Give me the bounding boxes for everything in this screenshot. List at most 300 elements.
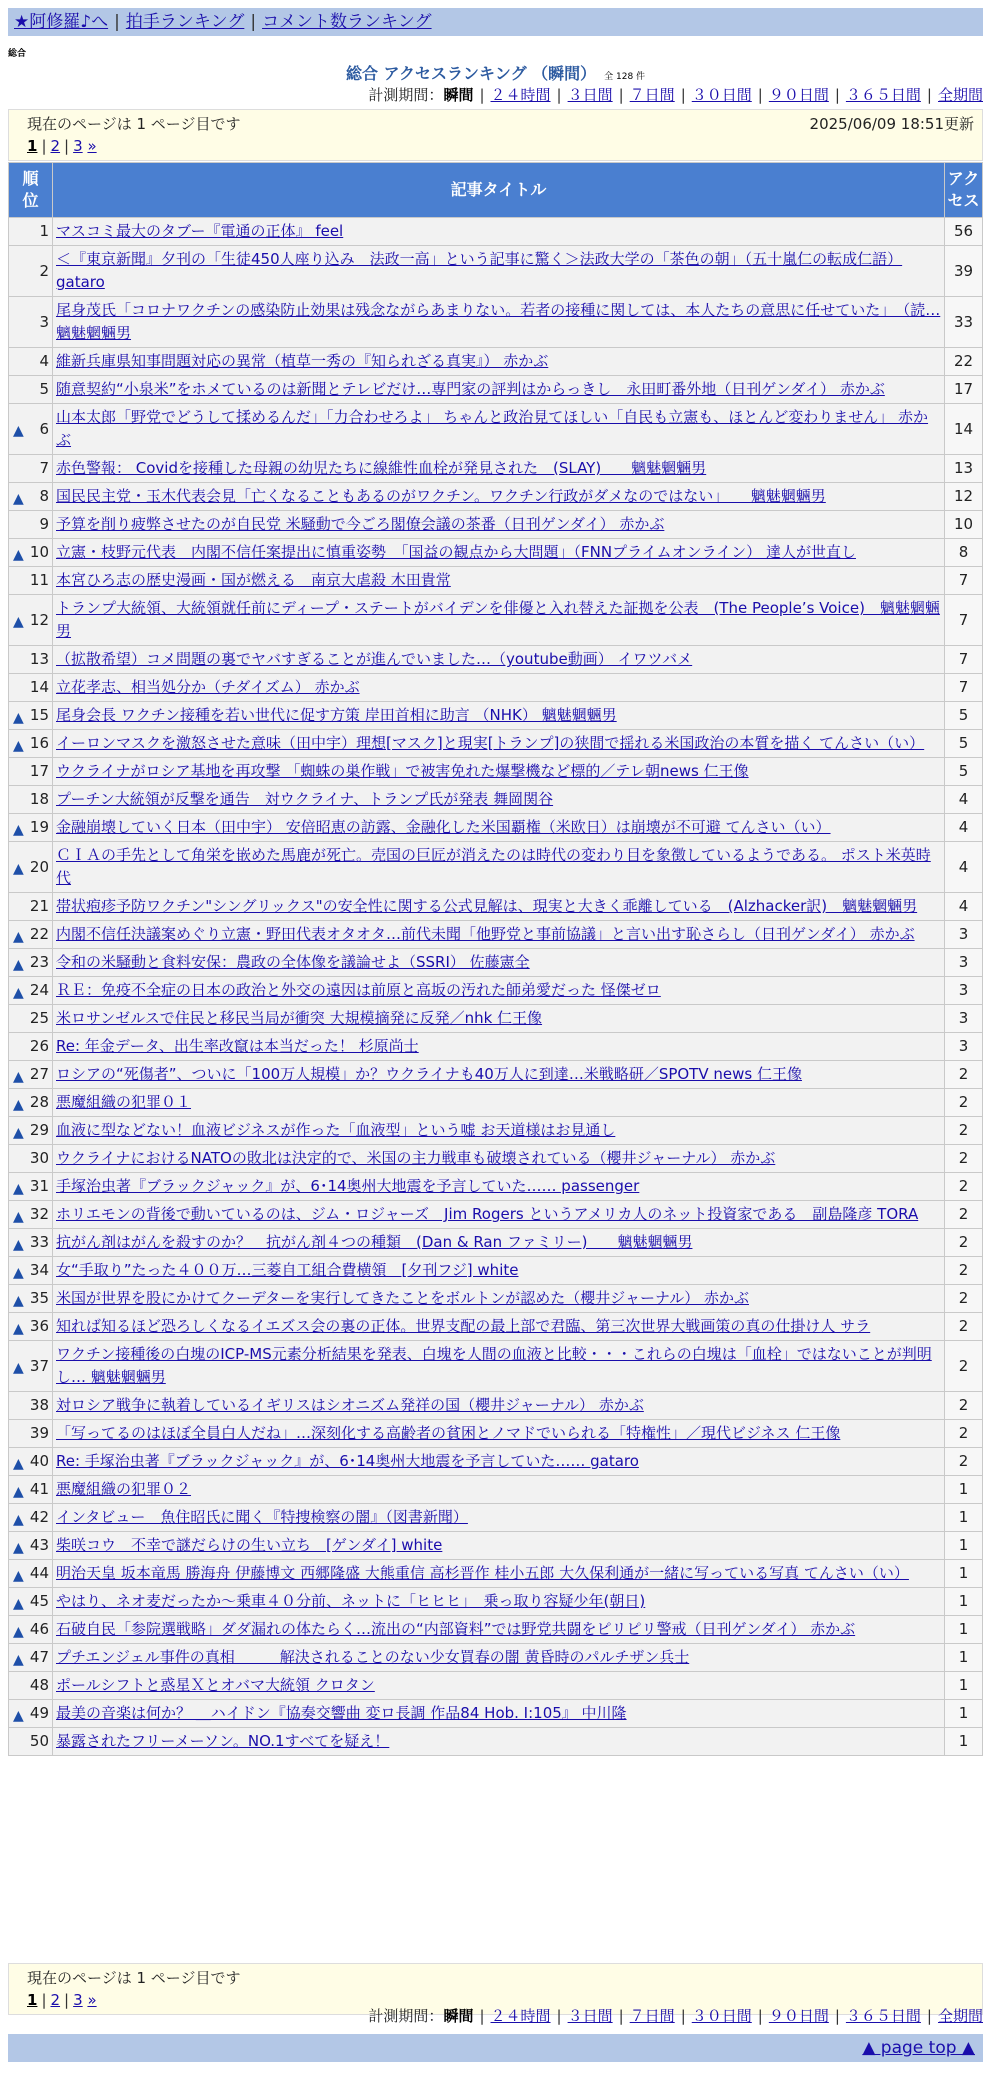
article-link[interactable]: ＲＥ：免疫不全症の日本の政治と外交の遠因は前原と高坂の汚れた師弟愛だった 怪傑ゼロ bbox=[56, 981, 661, 999]
title-cell bbox=[53, 246, 945, 297]
article-link[interactable]: 令和の米騒動と食料安保：農政の全体像を議論せよ（SSRI） 佐藤憲全 bbox=[56, 953, 530, 971]
period-link[interactable]: ２４時間 bbox=[490, 86, 551, 104]
table-row bbox=[9, 455, 983, 483]
access-count: 33 bbox=[945, 297, 983, 348]
period-link[interactable]: 全期間 bbox=[937, 2007, 983, 2025]
rank-number: 7 bbox=[39, 459, 49, 477]
title-column-header: 記事タイトル bbox=[53, 163, 945, 218]
rank-number: 5 bbox=[39, 380, 49, 398]
table-row bbox=[9, 1033, 983, 1061]
rank-cell bbox=[9, 376, 53, 404]
title-cell bbox=[53, 730, 945, 758]
rank-number: 46 bbox=[29, 1620, 49, 1638]
rank-number: 40 bbox=[29, 1452, 49, 1470]
access-count: 2 bbox=[945, 1201, 983, 1229]
article-link[interactable]: 帯状疱疹予防ワクチン"シングリックス"の安全性に関する公式見解は、現実と大きく乖離している (Alzhacker訳) 魑魅魍魎男 bbox=[56, 897, 918, 915]
rank-up-icon: ▲ bbox=[13, 1208, 24, 1225]
rank-cell bbox=[9, 297, 53, 348]
article-link[interactable]: 血液に型などない！血液ビジネスが作った「血液型」という嘘 お天道様はお見通し bbox=[56, 1121, 616, 1139]
article-link[interactable]: ＜『東京新聞』夕刊の「生徒450人座り込み 法政一高」という記事に驚く＞法政大学の「茶色の朝」（五十嵐仁の転成仁語） gataro bbox=[56, 250, 903, 291]
rank-up-icon: ▲ bbox=[13, 1595, 24, 1612]
article-link[interactable]: 立花孝志、相当処分か（チダイズム） 赤かぶ bbox=[56, 678, 360, 696]
access-count: 4 bbox=[945, 842, 983, 893]
rank-cell bbox=[9, 1313, 53, 1341]
rank-cell bbox=[9, 702, 53, 730]
article-link[interactable]: 石破自民「参院選戦略」ダダ漏れの体たらく…流出の“内部資料”では野党共闘をピリピリ警戒（日刊ゲンダイ） 赤かぶ bbox=[56, 1620, 856, 1638]
rank-up-icon: ▲ bbox=[13, 1483, 24, 1500]
table-row bbox=[9, 1700, 983, 1728]
access-count: 2 bbox=[945, 1257, 983, 1285]
access-count: 7 bbox=[945, 646, 983, 674]
article-link[interactable]: 尾身会長 ワクチン接種を若い世代に促す方策 岸田首相に助言 （NHK） 魑魅魍魎男 bbox=[56, 706, 617, 724]
article-link[interactable]: 「写ってるのはほぼ全員白人だね」…深刻化する高齢者の貧困とノマドでいられる「特権性」／現代ビジネス 仁王像 bbox=[56, 1424, 841, 1442]
access-count: 8 bbox=[945, 539, 983, 567]
access-count: 2 bbox=[945, 1285, 983, 1313]
article-link[interactable]: 米ロサンゼルスで住民と移民当局が衝突 大規模摘発に反発／nhk 仁王像 bbox=[56, 1009, 543, 1027]
title-cell bbox=[53, 1616, 945, 1644]
current-page-text: 現在のページは 1 ページ目です bbox=[27, 115, 241, 133]
separator: | bbox=[834, 86, 840, 104]
rank-cell bbox=[9, 1173, 53, 1201]
rank-number: 17 bbox=[29, 762, 49, 780]
rank-cell bbox=[9, 814, 53, 842]
clap-ranking-link[interactable]: 拍手ランキング bbox=[125, 12, 245, 32]
rank-number: 32 bbox=[29, 1205, 49, 1223]
article-link[interactable]: 米国が世界を股にかけてクーデターを実行してきたことをボルトンが認めた（櫻井ジャーナル） 赤かぶ bbox=[56, 1289, 749, 1307]
rank-number: 42 bbox=[29, 1508, 49, 1526]
total-count: 全 128 件 bbox=[604, 72, 646, 82]
article-link[interactable]: Re: 年金データ、出生率改竄は本当だった！ 杉原尚士 bbox=[56, 1037, 419, 1055]
table-row bbox=[9, 1420, 983, 1448]
table-row bbox=[9, 730, 983, 758]
table-row bbox=[9, 1257, 983, 1285]
article-link[interactable]: ロシアの“死傷者”、ついに「100万人規模」か？ウクライナも40万人に到達…米戦略研／SPOTV news 仁王像 bbox=[56, 1065, 802, 1083]
article-link[interactable]: 最美の音楽は何か？ ＿ハイドン『協奏交響曲 変ロ長調 作品84 Hob. I:105』 中川隆 bbox=[56, 1704, 627, 1722]
rank-up-icon: ▲ bbox=[13, 490, 24, 507]
table-row bbox=[9, 1392, 983, 1420]
title-cell bbox=[53, 1644, 945, 1672]
table-row bbox=[9, 1061, 983, 1089]
rank-cell bbox=[9, 1005, 53, 1033]
separator: | bbox=[114, 12, 120, 32]
rank-number: 1 bbox=[39, 222, 49, 240]
table-header-row bbox=[9, 163, 983, 218]
rank-cell bbox=[9, 1061, 53, 1089]
article-link[interactable]: インタビュー 魚住昭氏に聞く『特捜検察の闇』（図書新聞） bbox=[56, 1508, 468, 1526]
rank-up-icon: ▲ bbox=[13, 1236, 24, 1253]
access-count: 2 bbox=[945, 1420, 983, 1448]
article-link[interactable]: やはり、ネオ麦だったか〜乗車４０分前、ネットに「ヒヒヒ」 乗っ取り容疑少年(朝日) bbox=[56, 1592, 646, 1610]
rank-cell bbox=[9, 1392, 53, 1420]
access-count: 1 bbox=[945, 1616, 983, 1644]
rank-up-icon: ▲ bbox=[13, 1623, 24, 1640]
period-link[interactable]: ３日間 bbox=[567, 86, 613, 104]
rank-cell bbox=[9, 1285, 53, 1313]
article-link[interactable]: （拡散希望）コメ問題の裏でヤバすぎることが進んでいました…（youtube動画） イワツバメ bbox=[56, 650, 693, 668]
table-row bbox=[9, 1089, 983, 1117]
title-cell bbox=[53, 1700, 945, 1728]
separator: | bbox=[757, 86, 763, 104]
title-cell bbox=[53, 758, 945, 786]
rank-up-icon: ▲ bbox=[13, 1511, 24, 1528]
article-link[interactable]: 山本太郎「野党でどうして揉めるんだ」「力合わせろよ」 ちゃんと政治見てほしい「自民も立憲も、ほとんど変わりません」 赤かぶ bbox=[56, 408, 929, 449]
article-link[interactable]: トランプ大統領、大統領就任前にディープ・ステートがバイデンを俳優と入れ替えた証拠を公表 (The People’s Voice) 魑魅魍魎男 bbox=[56, 599, 940, 640]
rank-cell bbox=[9, 949, 53, 977]
page-link[interactable]: 3 bbox=[73, 137, 83, 155]
table-row bbox=[9, 814, 983, 842]
page-link[interactable]: 1 bbox=[27, 1991, 38, 2009]
page-link[interactable]: 2 bbox=[50, 1991, 61, 2009]
title-cell bbox=[53, 511, 945, 539]
period-selector-bottom bbox=[368, 2006, 983, 2026]
separator: | bbox=[556, 2007, 562, 2025]
rank-number: 10 bbox=[29, 543, 49, 561]
article-link[interactable]: 予算を削り疲弊させたのが自民党 米騒動で今ごろ閣僚会議の茶番（日刊ゲンダイ） 赤かぶ bbox=[56, 515, 665, 533]
article-link[interactable]: ＣＩＡの手先として角栄を嵌めた馬鹿が死亡。売国の巨匠が消えたのは時代の変わり目を象徴しているようである。 ポスト米英時代 bbox=[56, 846, 931, 887]
rank-up-icon: ▲ bbox=[13, 1068, 24, 1085]
rank-number: 49 bbox=[29, 1704, 49, 1722]
rank-cell bbox=[9, 1145, 53, 1173]
access-count: 1 bbox=[945, 1700, 983, 1728]
access-count: 2 bbox=[945, 1229, 983, 1257]
article-link[interactable]: 手塚治虫著『ブラックジャック』が、6･14奥州大地震を予言していた…… passenger bbox=[56, 1177, 640, 1195]
rank-cell bbox=[9, 1728, 53, 1756]
access-count: 56 bbox=[945, 218, 983, 246]
period-link[interactable]: ３日間 bbox=[567, 2007, 613, 2025]
rank-up-icon: ▲ bbox=[13, 1707, 24, 1724]
rank-cell bbox=[9, 786, 53, 814]
rank-cell bbox=[9, 1117, 53, 1145]
title-cell bbox=[53, 1588, 945, 1616]
rank-cell bbox=[9, 404, 53, 455]
rank-cell bbox=[9, 1033, 53, 1061]
article-link[interactable]: 柴咲コウ 不幸で謎だらけの生い立ち [ゲンダイ] white bbox=[56, 1536, 443, 1554]
rank-number: 28 bbox=[29, 1093, 49, 1111]
rank-cell bbox=[9, 595, 53, 646]
rank-up-icon: ▲ bbox=[13, 546, 24, 563]
comment-ranking-link[interactable]: コメント数ランキング bbox=[262, 12, 432, 32]
period-label: 計測期間： bbox=[368, 86, 444, 104]
rank-up-icon: ▲ bbox=[13, 614, 24, 630]
title-cell bbox=[53, 1341, 945, 1392]
separator: | bbox=[250, 12, 257, 32]
period-link[interactable]: ３０日間 bbox=[691, 2007, 752, 2025]
table-row bbox=[9, 595, 983, 646]
rank-cell bbox=[9, 921, 53, 949]
article-link[interactable]: 内閣不信任決議案めぐり立憲・野田代表オタオタ…前代未聞「他野党と事前協議」と言い出す恥さらし（日刊ゲンダイ） 赤かぶ bbox=[56, 925, 915, 943]
article-link[interactable]: ウクライナがロシア基地を再攻撃 「蜘蛛の巣作戦」で被害免れた爆撃機など標的／テレ朝news 仁王像 bbox=[56, 762, 749, 780]
table-row bbox=[9, 1448, 983, 1476]
article-link[interactable]: 随意契約“小泉米”をホメているのは新聞とテレビだけ…専門家の評判はからっきし 永田町番外地（日刊ゲンダイ） 赤かぶ bbox=[56, 380, 885, 398]
title-cell bbox=[53, 1061, 945, 1089]
table-row bbox=[9, 511, 983, 539]
rank-number: 8 bbox=[39, 487, 49, 505]
article-link[interactable]: 抗がん剤はがんを殺すのか？ 抗がん剤４つの種類 (Dan & Ran ファミリー) 魑魅魍魎男 bbox=[56, 1233, 693, 1251]
rank-number: 41 bbox=[29, 1480, 49, 1498]
access-count: 7 bbox=[945, 567, 983, 595]
access-count: 1 bbox=[945, 1532, 983, 1560]
rank-cell bbox=[9, 758, 53, 786]
article-link[interactable]: 悪魔組織の犯罪０２ bbox=[56, 1480, 192, 1498]
title-cell bbox=[53, 786, 945, 814]
title-cell bbox=[53, 977, 945, 1005]
table-row bbox=[9, 297, 983, 348]
page-links bbox=[27, 135, 964, 157]
rank-number: 37 bbox=[29, 1356, 49, 1375]
access-count: 5 bbox=[945, 702, 983, 730]
article-link[interactable]: イーロンマスクを激怒させた意味（田中宇）理想[マスク]と現実[トランプ]の狭間で揺れる米国政治の本質を描く てんさい（い） bbox=[56, 734, 925, 752]
access-count: 1 bbox=[945, 1672, 983, 1700]
period-link[interactable]: ３０日間 bbox=[691, 86, 752, 104]
next-page-link[interactable]: » bbox=[87, 1991, 97, 2009]
access-count: 1 bbox=[945, 1728, 983, 1756]
table-row bbox=[9, 1117, 983, 1145]
access-count: 3 bbox=[945, 949, 983, 977]
access-count: 3 bbox=[945, 921, 983, 949]
access-count: 4 bbox=[945, 814, 983, 842]
article-link[interactable]: ウクライナにおけるNATOの敗北は決定的で、米国の主力戦車も破壊されている（櫻井ジャーナル） 赤かぶ bbox=[56, 1149, 776, 1167]
access-count: 2 bbox=[945, 1061, 983, 1089]
rank-number: 4 bbox=[39, 352, 49, 370]
title-cell bbox=[53, 1560, 945, 1588]
title-cell bbox=[53, 842, 945, 893]
page-link[interactable]: 3 bbox=[73, 1991, 83, 2009]
article-link[interactable]: 尾身茂氏「コロナワクチンの感染防止効果は残念ながらあまりない。若者の接種に関しては、本人たちの意思に任せていた」 （読… 魑魅魍魎男 bbox=[56, 301, 941, 342]
separator: | bbox=[64, 1991, 70, 2009]
separator: | bbox=[618, 2007, 624, 2025]
rank-number: 15 bbox=[29, 706, 49, 724]
access-count: 4 bbox=[945, 786, 983, 814]
table-row bbox=[9, 246, 983, 297]
page-top-link[interactable]: ▲ page top ▲ bbox=[862, 2038, 975, 2058]
article-link[interactable]: プチエンジェル事件の真相 解決されることのない少女買春の闇 黄昏時のパルチザン兵士 bbox=[56, 1648, 690, 1666]
title-cell bbox=[53, 297, 945, 348]
title-cell bbox=[53, 1448, 945, 1476]
article-link[interactable]: ポールシフトと惑星Ｘとオバマ大統領 クロタン bbox=[56, 1676, 375, 1694]
period-link[interactable]: 全期間 bbox=[937, 86, 983, 104]
separator: | bbox=[680, 86, 686, 104]
rank-cell bbox=[9, 1504, 53, 1532]
rank-up-icon: ▲ bbox=[13, 709, 24, 726]
access-count: 2 bbox=[945, 1089, 983, 1117]
rank-up-icon: ▲ bbox=[13, 1320, 24, 1337]
table-row bbox=[9, 1201, 983, 1229]
rank-number: 21 bbox=[29, 897, 49, 915]
separator: | bbox=[41, 1991, 47, 2009]
rank-cell bbox=[9, 1089, 53, 1117]
title-cell bbox=[53, 1504, 945, 1532]
title-cell bbox=[53, 218, 945, 246]
rank-up-icon: ▲ bbox=[13, 1264, 24, 1281]
access-count: 2 bbox=[945, 1313, 983, 1341]
access-count: 2 bbox=[945, 1341, 983, 1392]
rank-up-icon: ▲ bbox=[13, 1124, 24, 1141]
access-count: 2 bbox=[945, 1392, 983, 1420]
article-link[interactable]: 赤色警報： Covidを接種した母親の幼児たちに線維性血栓が発見された (SLAY) 魑魅魍魎男 bbox=[56, 459, 707, 477]
rank-number: 47 bbox=[29, 1648, 49, 1666]
access-count: 1 bbox=[945, 1476, 983, 1504]
access-count: 39 bbox=[945, 246, 983, 297]
article-link[interactable]: Re: 手塚治虫著『ブラックジャック』が、6･14奥州大地震を予言していた…… gataro bbox=[56, 1452, 639, 1470]
rank-up-icon: ▲ bbox=[13, 821, 24, 838]
rank-number: 39 bbox=[29, 1424, 49, 1442]
rank-number: 36 bbox=[29, 1317, 49, 1335]
separator: | bbox=[41, 137, 47, 155]
rank-number: 2 bbox=[39, 261, 49, 280]
period-link[interactable]: ２４時間 bbox=[490, 2007, 551, 2025]
rank-number: 6 bbox=[39, 419, 49, 438]
rank-number: 24 bbox=[29, 981, 49, 999]
article-link[interactable]: 立憲・枝野元代表 内閣不信任案提出に慎重姿勢 「国益の観点から大問題」（FNNプライムオンライン） 達人が世直し bbox=[56, 543, 856, 561]
access-count: 5 bbox=[945, 730, 983, 758]
table-row bbox=[9, 348, 983, 376]
bottom-bar bbox=[8, 2034, 983, 2062]
article-link[interactable]: マスコミ最大のタブー『電通の正体』 feel bbox=[56, 222, 344, 240]
period-link[interactable]: ７日間 bbox=[629, 86, 675, 104]
rank-number: 14 bbox=[29, 678, 49, 696]
article-link[interactable]: 本宮ひろ志の歴史漫画・国が燃える 南京大虐殺 木田貴常 bbox=[56, 571, 451, 589]
article-link[interactable]: 国民民主党・玉木代表会見「亡くなることもあるのがワクチン。ワクチン行政がダメなのではない」 魑魅魍魎男 bbox=[56, 487, 826, 505]
table-row bbox=[9, 483, 983, 511]
table-row bbox=[9, 539, 983, 567]
period-link[interactable]: ９０日間 bbox=[768, 86, 829, 104]
table-row bbox=[9, 702, 983, 730]
table-row bbox=[9, 977, 983, 1005]
rank-number: 16 bbox=[29, 734, 49, 752]
rank-number: 34 bbox=[29, 1261, 49, 1279]
period-link[interactable]: ３６５日間 bbox=[845, 2007, 921, 2025]
home-link[interactable]: ★阿修羅♪へ bbox=[14, 12, 109, 32]
rank-cell bbox=[9, 1420, 53, 1448]
title-cell bbox=[53, 814, 945, 842]
title-cell bbox=[53, 674, 945, 702]
title-cell bbox=[53, 1033, 945, 1061]
article-link[interactable]: 女“手取り”たった４００万…三菱自工組合費横領 [夕刊フジ] white bbox=[56, 1261, 519, 1279]
table-row bbox=[9, 218, 983, 246]
table-row bbox=[9, 1341, 983, 1392]
page-link[interactable]: 2 bbox=[50, 137, 61, 155]
rank-up-icon: ▲ bbox=[13, 1292, 24, 1309]
rank-up-icon: ▲ bbox=[13, 1180, 24, 1197]
access-count: 10 bbox=[945, 511, 983, 539]
title-cell bbox=[53, 1201, 945, 1229]
title-cell bbox=[53, 921, 945, 949]
table-row bbox=[9, 758, 983, 786]
access-count: 7 bbox=[945, 595, 983, 646]
rank-cell bbox=[9, 730, 53, 758]
separator: | bbox=[926, 2007, 932, 2025]
rank-number: 9 bbox=[39, 515, 49, 533]
rank-cell bbox=[9, 455, 53, 483]
rank-number: 18 bbox=[29, 790, 49, 808]
rank-cell bbox=[9, 1644, 53, 1672]
access-count: 2 bbox=[945, 1117, 983, 1145]
rank-up-icon: ▲ bbox=[13, 423, 24, 439]
title-cell bbox=[53, 1392, 945, 1420]
title-cell bbox=[53, 376, 945, 404]
rank-cell bbox=[9, 511, 53, 539]
rank-number: 20 bbox=[29, 857, 49, 876]
article-link[interactable]: 明治天皇 坂本竜馬 勝海舟 伊藤博文 西郷隆盛 大熊重信 高杉晋作 桂小五郎 大久保利通が一緒に写っている写真 てんさい（い） bbox=[56, 1564, 909, 1582]
next-page-link[interactable]: » bbox=[87, 137, 97, 155]
access-count: 3 bbox=[945, 977, 983, 1005]
rank-cell bbox=[9, 483, 53, 511]
rank-number: 29 bbox=[29, 1121, 49, 1139]
article-link[interactable]: 暴露されたフリーメーソン。NO.1すべてを疑え！ bbox=[56, 1732, 390, 1750]
rank-cell bbox=[9, 1257, 53, 1285]
article-link[interactable]: ホリエモンの背後で動いているのは、ジム・ロジャーズ Jim Rogers というアメリカ人のネット投資家である 副島隆彦 TORA bbox=[56, 1205, 919, 1223]
title-cell bbox=[53, 1089, 945, 1117]
rank-cell bbox=[9, 1201, 53, 1229]
title-cell bbox=[53, 1313, 945, 1341]
article-link[interactable]: プーチン大統領が反撃を通告 対ウクライナ、トランプ氏が発表 舞岡関谷 bbox=[56, 790, 554, 808]
rank-cell bbox=[9, 1341, 53, 1392]
rank-number: 30 bbox=[29, 1149, 49, 1167]
period-link[interactable]: ７日間 bbox=[629, 2007, 675, 2025]
rank-number: 3 bbox=[39, 312, 49, 331]
title-cell bbox=[53, 455, 945, 483]
period-selector-top bbox=[368, 85, 983, 105]
rank-cell bbox=[9, 977, 53, 1005]
access-count: 17 bbox=[945, 376, 983, 404]
rank-number: 43 bbox=[29, 1536, 49, 1554]
article-link[interactable]: 知れば知るほど恐ろしくなるイエズス会の裏の正体。世界支配の最上部で君臨、第三次世界大戦画策の真の仕掛け人 サラ bbox=[56, 1317, 871, 1335]
rank-cell bbox=[9, 1616, 53, 1644]
rank-up-icon: ▲ bbox=[13, 1455, 24, 1472]
page-link[interactable]: 1 bbox=[27, 137, 38, 155]
article-link[interactable]: ワクチン接種後の白塊のICP-MS元素分析結果を発表、白塊を人間の血液と比較・・・これらの白塊は「血栓」ではないことが判明し… 魑魅魍魎男 bbox=[56, 1345, 932, 1386]
ranking-heading bbox=[0, 61, 991, 84]
article-link[interactable]: 維新兵庫県知事問題対応の異常（植草一秀の『知られざる真実』） 赤かぶ bbox=[56, 352, 549, 370]
title-cell bbox=[53, 1005, 945, 1033]
access-count: 1 bbox=[945, 1644, 983, 1672]
access-count: 1 bbox=[945, 1504, 983, 1532]
table-row bbox=[9, 1285, 983, 1313]
access-count: 4 bbox=[945, 893, 983, 921]
table-row bbox=[9, 893, 983, 921]
rank-cell bbox=[9, 1560, 53, 1588]
access-count: 7 bbox=[945, 674, 983, 702]
access-count: 3 bbox=[945, 1033, 983, 1061]
separator: | bbox=[926, 86, 932, 104]
rank-cell bbox=[9, 567, 53, 595]
table-row bbox=[9, 1313, 983, 1341]
rank-number: 19 bbox=[29, 818, 49, 836]
rank-number: 22 bbox=[29, 925, 49, 943]
rank-number: 35 bbox=[29, 1289, 49, 1307]
rank-number: 26 bbox=[29, 1037, 49, 1055]
access-count: 12 bbox=[945, 483, 983, 511]
rank-number: 31 bbox=[29, 1177, 49, 1195]
article-link[interactable]: 対ロシア戦争に執着しているイギリスはシオニズム発祥の国（櫻井ジャーナル） 赤かぶ bbox=[56, 1396, 644, 1414]
rank-number: 12 bbox=[29, 610, 49, 629]
period-current: 瞬間 bbox=[443, 2007, 474, 2025]
separator: | bbox=[834, 2007, 840, 2025]
period-link[interactable]: ９０日間 bbox=[768, 2007, 829, 2025]
title-cell bbox=[53, 404, 945, 455]
category-tag: 総合 bbox=[8, 49, 27, 59]
table-row bbox=[9, 1644, 983, 1672]
table-row bbox=[9, 1504, 983, 1532]
title-cell bbox=[53, 1728, 945, 1756]
ranking-table bbox=[8, 162, 983, 1756]
period-link[interactable]: ３６５日間 bbox=[845, 86, 921, 104]
article-link[interactable]: 悪魔組織の犯罪０１ bbox=[56, 1093, 192, 1111]
article-link[interactable]: 金融崩壊していく日本（田中宇） 安倍昭恵の訪露、金融化した米国覇権（米欧日）は崩壊が不可避 てんさい（い） bbox=[56, 818, 831, 836]
rank-number: 23 bbox=[29, 953, 49, 971]
rank-number: 38 bbox=[29, 1396, 49, 1414]
period-label: 計測期間： bbox=[368, 2007, 444, 2025]
